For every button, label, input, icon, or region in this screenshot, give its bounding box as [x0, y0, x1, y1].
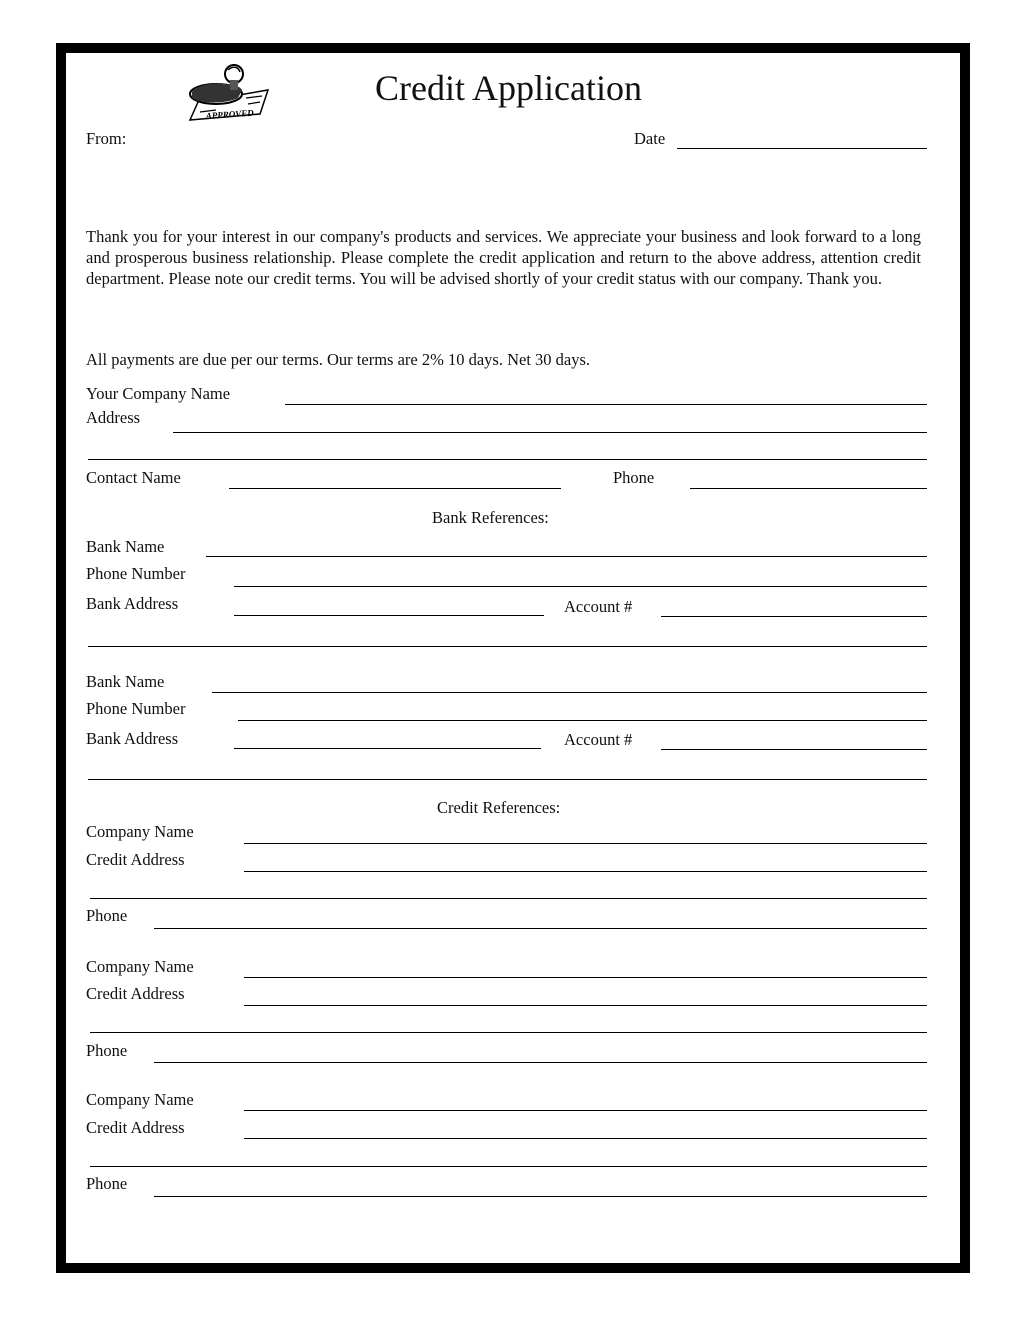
credit-address-field[interactable]	[244, 1005, 927, 1006]
credit-address-field[interactable]	[244, 871, 927, 872]
bank-address-label: Bank Address	[86, 594, 179, 613]
contact-phone-label: Phone	[613, 468, 655, 487]
credit-address-label: Credit Address	[86, 984, 185, 1003]
company-name-label: Your Company Name	[86, 384, 231, 403]
account-number-field[interactable]	[661, 616, 927, 617]
credit-address-field-line-2[interactable]	[90, 898, 927, 899]
company-name-field[interactable]	[285, 404, 927, 405]
credit-company-field[interactable]	[244, 977, 927, 978]
stamp-logo-icon	[176, 62, 276, 122]
credit-address-field[interactable]	[244, 1138, 927, 1139]
bank-address-label: Bank Address	[86, 729, 179, 748]
contact-name-label: Contact Name	[86, 468, 181, 487]
bank-address-field-line-2[interactable]	[88, 779, 927, 780]
credit-references-heading: Credit References:	[437, 798, 561, 817]
company-name-label: Company Name	[86, 822, 194, 841]
date-label: Date	[634, 129, 666, 148]
account-number-field[interactable]	[661, 749, 927, 750]
bank-phone-field[interactable]	[234, 586, 927, 587]
contact-name-field[interactable]	[229, 488, 561, 489]
account-number-label: Account #	[564, 730, 633, 749]
credit-phone-label: Phone	[86, 906, 128, 925]
date-field[interactable]	[677, 148, 927, 149]
credit-address-label: Credit Address	[86, 850, 185, 869]
credit-address-field-line-2[interactable]	[90, 1032, 927, 1033]
bank-name-field[interactable]	[206, 556, 927, 557]
bank-phone-label: Phone Number	[86, 699, 186, 718]
page-title: Credit Application	[375, 68, 642, 108]
credit-address-field-line-2[interactable]	[90, 1166, 927, 1167]
company-name-label: Company Name	[86, 957, 194, 976]
credit-company-field[interactable]	[244, 843, 927, 844]
address-field[interactable]	[173, 432, 927, 433]
bank-address-field[interactable]	[234, 748, 541, 749]
company-name-label: Company Name	[86, 1090, 194, 1109]
bank-name-label: Bank Name	[86, 537, 165, 556]
terms-text: All payments are due per our terms. Our terms are 2% 10 days. Net 30 days.	[86, 350, 591, 369]
bank-address-field[interactable]	[234, 615, 544, 616]
bank-phone-label: Phone Number	[86, 564, 186, 583]
credit-phone-field[interactable]	[154, 928, 927, 929]
credit-address-label: Credit Address	[86, 1118, 185, 1137]
credit-phone-label: Phone	[86, 1041, 128, 1060]
bank-name-field[interactable]	[212, 692, 927, 693]
address-label: Address	[86, 408, 141, 427]
intro-paragraph: Thank you for your interest in our company's products and services. We appreciate your business and look forward to a long and prosperous business relationship. Please complete the credit application and return to the above address, attention credit department. Please note our credit terms. You will be advised shortly of your credit status with our company. Thank you.	[86, 227, 921, 288]
bank-address-field-line-2[interactable]	[88, 646, 927, 647]
credit-company-field[interactable]	[244, 1110, 927, 1111]
address-field-line-2[interactable]	[88, 459, 927, 460]
credit-phone-label: Phone	[86, 1174, 128, 1193]
from-label: From:	[86, 129, 127, 148]
credit-phone-field[interactable]	[154, 1196, 927, 1197]
bank-references-heading: Bank References:	[432, 508, 549, 527]
credit-phone-field[interactable]	[154, 1062, 927, 1063]
account-number-label: Account #	[564, 597, 633, 616]
bank-name-label: Bank Name	[86, 672, 165, 691]
bank-phone-field[interactable]	[238, 720, 927, 721]
contact-phone-field[interactable]	[690, 488, 927, 489]
svg-text:APPROVED: APPROVED	[205, 107, 255, 121]
